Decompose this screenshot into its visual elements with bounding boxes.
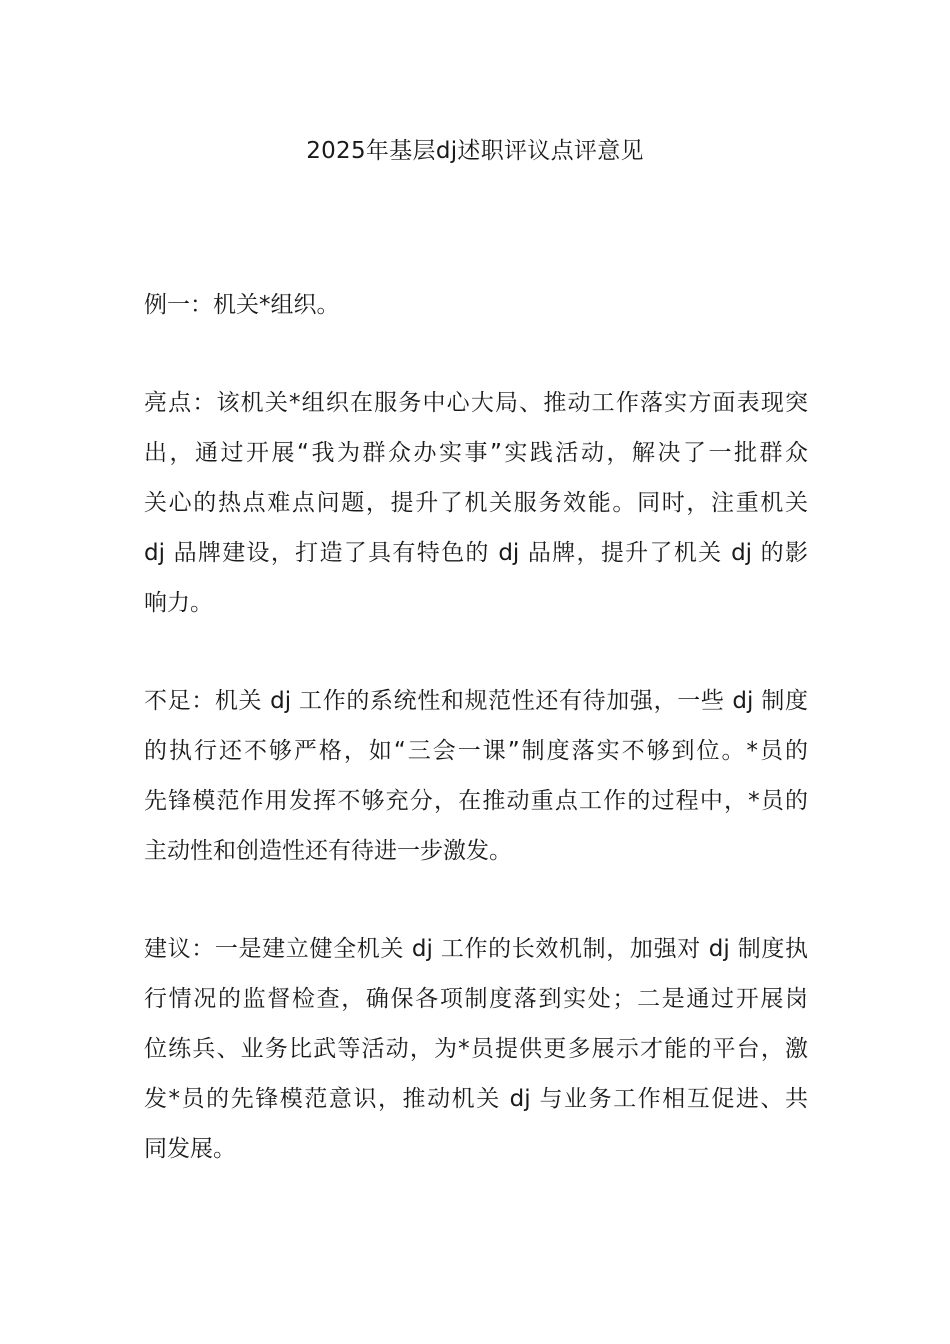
shortcomings-line: 先锋模范作用发挥不够充分，在推动重点工作的过程中，*员的 [144, 788, 808, 814]
example-heading-text: 例一：机关*组织。 [144, 292, 340, 318]
shortcomings-line: 主动性和创造性还有待进一步激发。 [144, 838, 512, 864]
suggestions-line: 建议：一是建立健全机关 dj 工作的长效机制，加强对 dj 制度执 [144, 936, 808, 962]
document-title: 2025年基层dj述职评议点评意见 [306, 138, 644, 164]
highlights-line: 亮点：该机关*组织在服务中心大局、推动工作落实方面表现突 [144, 390, 808, 416]
highlights-paragraph [144, 378, 808, 628]
suggestions-line: 同发展。 [144, 1136, 236, 1162]
shortcomings-line: 的执行还不够严格，如“三会一课”制度落实不够到位。*员的 [144, 738, 808, 764]
document-body [144, 280, 808, 1222]
suggestions-line: 行情况的监督检查，确保各项制度落到实处；二是通过开展岗 [144, 986, 808, 1012]
suggestions-paragraph [144, 924, 808, 1174]
suggestions-line: 发*员的先锋模范意识，推动机关 dj 与业务工作相互促进、共 [144, 1086, 808, 1112]
shortcomings-line: 不足：机关 dj 工作的系统性和规范性还有待加强，一些 dj 制度 [144, 688, 808, 714]
highlights-line: dj 品牌建设，打造了具有特色的 dj 品牌，提升了机关 dj 的影 [144, 540, 808, 566]
highlights-line: 响力。 [144, 590, 213, 616]
suggestions-line: 位练兵、业务比武等活动，为*员提供更多展示才能的平台，激 [144, 1036, 808, 1062]
highlights-line: 关心的热点难点问题，提升了机关服务效能。同时，注重机关 [144, 490, 808, 516]
example-heading [144, 280, 808, 330]
shortcomings-paragraph [144, 676, 808, 876]
highlights-line: 出，通过开展“我为群众办实事”实践活动，解决了一批群众 [144, 440, 808, 466]
